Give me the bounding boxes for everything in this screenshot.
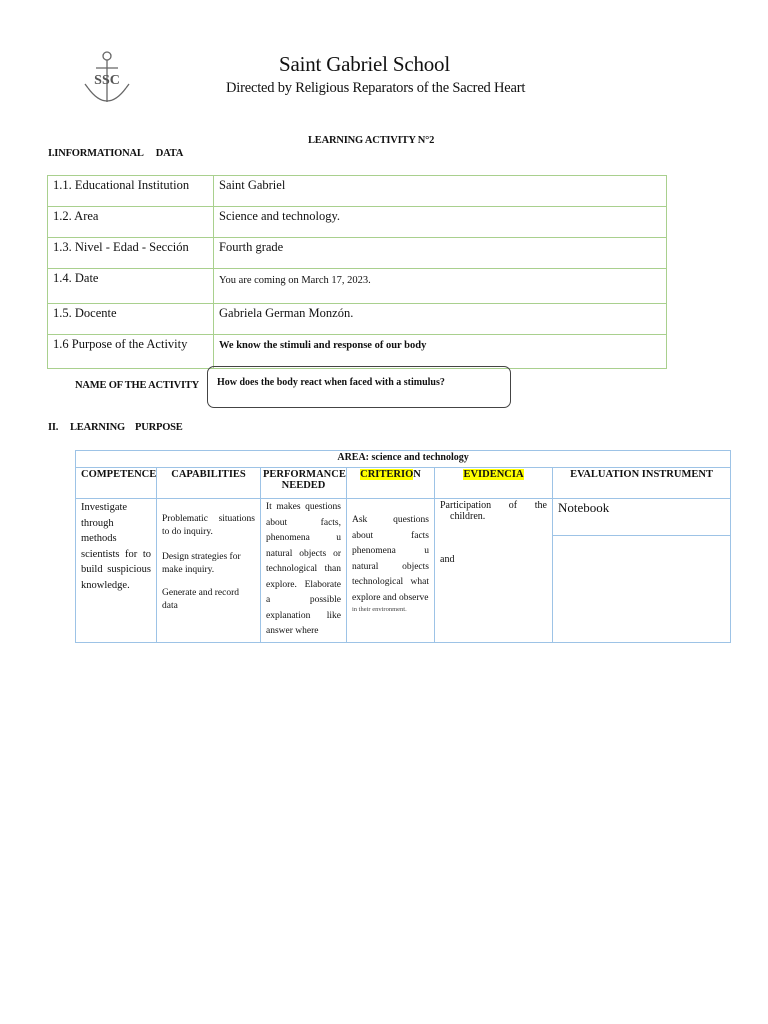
info-label: 1.6 Purpose of the Activity [48,335,214,369]
capability-2: Design strategies for make inquiry. [162,552,241,575]
section-2-heading [48,422,183,433]
info-label: 1.5. Docente [48,304,214,335]
activity-name-box: How does the body react when faced with a stimulus? [207,366,511,408]
instrument-cell: Notebook [553,499,731,536]
table-row [48,269,667,304]
learning-purpose-table [75,450,731,643]
capabilities-cell [157,499,261,643]
table-row [48,207,667,238]
capability-3: Generate and record data [162,588,240,611]
info-label: 1.4. Date [48,269,214,304]
criterion-cell [347,499,435,643]
school-logo [80,48,134,110]
evidence-text: Participation of the children. [440,500,547,522]
instrument-empty-cell [553,536,731,643]
info-value: Saint Gabriel [214,176,667,207]
header-capabilities: CAPABILITIES [157,468,261,499]
info-label: 1.1. Educational Institution [48,176,214,207]
info-value: We know the stimuli and response of our body [214,335,667,369]
criterion-small-text: in their environment. [352,606,407,613]
header-performance: PERFORMANCE NEEDED [261,468,347,499]
area-header: AREA: science and technology [76,451,731,468]
activity-number: LEARNING ACTIVITY N°2 [308,135,435,146]
section-2-number: II. [48,422,59,433]
header-evidence-text: EVIDENCIA [463,469,524,480]
table-header-row [76,468,731,499]
evidence-cell [435,499,553,643]
table-row [48,238,667,269]
info-value: Fourth grade [214,238,667,269]
header-competence: COMPETENCE [76,468,157,499]
school-name: Saint Gabriel School [279,52,450,76]
info-value: Gabriela German Monzón. [214,304,667,335]
table-row [48,304,667,335]
section-1-heading [48,148,183,159]
table-row [48,176,667,207]
section-2-word1: LEARNING [70,422,125,433]
logo-monogram: SSC [94,73,120,88]
informational-data-table [47,175,667,369]
capability-1: Problematic situations to do inquiry. [162,514,255,537]
evidence-and: and [440,554,455,565]
competence-cell: Investigate through methods scientists for to build suspicious knowledge. [76,499,157,643]
info-value: You are coming on March 17, 2023. [214,269,667,304]
activity-name-label: NAME OF THE ACTIVITY [75,380,200,391]
table-row [48,335,667,369]
header-criterion-end: N [413,469,421,480]
table-row [76,499,731,536]
info-label: 1.2. Area [48,207,214,238]
section-1-number: I.INFORMATIONAL [48,148,144,159]
info-value: Science and technology. [214,207,667,238]
table-row [76,451,731,468]
criterion-text: Ask questions about facts phenomena u natural objects technological what explore and observe [352,515,429,603]
header-evidence [435,468,553,499]
section-2-word2: PURPOSE [135,422,183,433]
info-label: 1.3. Nivel - Edad - Sección [48,238,214,269]
section-1-title: DATA [155,148,184,159]
school-subtitle: Directed by Religious Reparators of the Sacred Heart [226,80,526,96]
performance-cell: It makes questions about facts, phenomena u natural objects or technological than explore. Elaborate a possible explanation like answer where [261,499,347,643]
header-instrument: EVALUATION INSTRUMENT [553,468,731,499]
header-criterion-highlighted: CRITERIO [360,469,414,480]
header-criterion [347,468,435,499]
